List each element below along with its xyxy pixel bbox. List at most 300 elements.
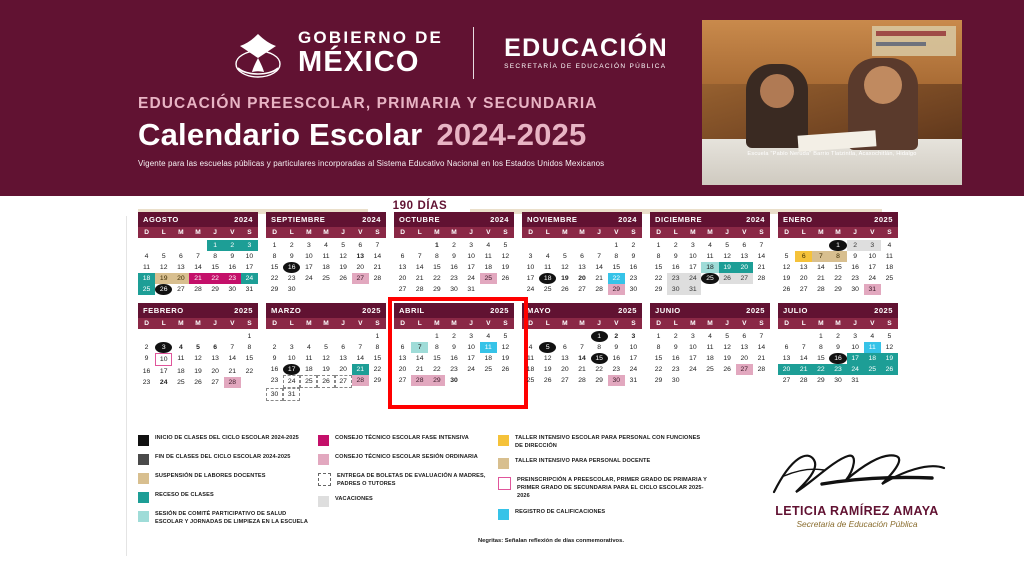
- month-card: [394, 303, 514, 401]
- day-cell: 8: [829, 251, 846, 262]
- day-cell: 16: [851, 264, 859, 271]
- day-cell: 23: [612, 366, 621, 373]
- day-cell: 12: [339, 253, 347, 260]
- day-cell: 7: [417, 253, 422, 260]
- day-cell: 3: [306, 242, 311, 249]
- day-cell: 31: [467, 286, 475, 293]
- day-cell: 22: [270, 275, 279, 282]
- day-cell: 16: [629, 264, 638, 271]
- weekday-label: L: [801, 229, 806, 236]
- month-year: 2025: [618, 306, 637, 315]
- day-cell: 26: [782, 286, 791, 293]
- day-cell: 1: [247, 333, 252, 340]
- weekday-label: V: [870, 229, 875, 236]
- day-cell: 26: [339, 275, 347, 282]
- day-cell: 3: [289, 344, 294, 351]
- day-cell: 15: [654, 355, 663, 362]
- weekday-label: D: [784, 320, 789, 327]
- legend-item: [318, 453, 488, 465]
- day-cell: 11: [177, 355, 185, 362]
- day-cell: 15: [591, 353, 608, 364]
- weekday-label: M: [323, 320, 329, 327]
- day-cell: 22: [245, 368, 254, 375]
- day-cell: 25: [706, 366, 714, 373]
- day-cell: 13: [561, 355, 569, 362]
- day-cell: 5: [503, 242, 508, 249]
- day-cell: 14: [757, 344, 766, 351]
- day-cell: 7: [358, 344, 363, 351]
- day-cell: 20: [799, 275, 808, 282]
- day-cell: 29: [608, 284, 625, 295]
- day-cell: 13: [398, 264, 407, 271]
- day-cell: 2: [452, 333, 456, 340]
- day-cell: 15: [211, 264, 219, 271]
- day-cell: 9: [614, 344, 619, 351]
- legend-item: [138, 453, 308, 465]
- day-cell: 27: [177, 286, 185, 293]
- day-cell: 13: [211, 355, 219, 362]
- month-header: [394, 303, 514, 318]
- day-cell: 23: [270, 377, 279, 384]
- legend: [138, 434, 758, 533]
- day-cell: 18: [885, 264, 894, 271]
- day-cell: 17: [526, 275, 535, 282]
- weekday-label: M: [707, 320, 713, 327]
- weekday-label: L: [417, 229, 422, 236]
- day-cell: 31: [851, 377, 859, 384]
- day-cell: 18: [305, 366, 313, 373]
- weekday-label: L: [673, 320, 678, 327]
- day-cell: 7: [597, 253, 602, 260]
- day-cell: 16: [612, 355, 621, 362]
- day-cell: 18: [484, 355, 493, 362]
- day-cell: 14: [595, 264, 603, 271]
- weekday-label: D: [272, 320, 277, 327]
- day-cell: 18: [322, 264, 330, 271]
- day-cell: 23: [667, 273, 684, 284]
- day-cell: 6: [400, 344, 405, 351]
- education-wordmark: [504, 35, 668, 71]
- day-cell: 17: [467, 355, 475, 362]
- weekday-header: [138, 227, 258, 238]
- day-cell: 17: [467, 264, 475, 271]
- month-year: 2025: [746, 306, 765, 315]
- day-cell: 8: [656, 253, 661, 260]
- signature-mark: [762, 446, 952, 502]
- weekday-label: M: [178, 229, 184, 236]
- photo-caption: Escuela "Pablo Neruda" Barrio Tlatzintla, Acaxochitlán, Hidalgo: [747, 151, 917, 157]
- day-cell: 13: [339, 355, 347, 362]
- day-cell: 26: [723, 366, 731, 373]
- weekday-label: S: [375, 229, 380, 236]
- day-cell: 24: [684, 273, 701, 284]
- day-cell: 16: [283, 262, 300, 273]
- month-name: ENERO: [783, 215, 813, 224]
- day-cell: 7: [759, 242, 764, 249]
- day-cell: 24: [283, 375, 300, 388]
- day-cell: 3: [853, 333, 858, 340]
- day-cell: 9: [452, 253, 456, 260]
- day-cell: 5: [196, 344, 200, 351]
- legend-item: [138, 510, 308, 526]
- weekday-label: S: [631, 320, 636, 327]
- day-cell: 27: [578, 286, 586, 293]
- day-cell: 3: [155, 342, 172, 353]
- day-cell: 31: [864, 284, 881, 295]
- day-cell: 13: [740, 344, 749, 351]
- legend-label: ENTREGA DE BOLETAS DE EVALUACIÓN A MADRES, PADRES O TUTORES: [337, 473, 486, 488]
- month-header: [138, 303, 258, 318]
- day-cell: 28: [415, 286, 424, 293]
- legend-item: [498, 476, 708, 500]
- month-name: SEPTIEMBRE: [271, 215, 326, 224]
- day-cell: 16: [671, 264, 680, 271]
- day-cell: 1: [656, 333, 661, 340]
- day-cell: 14: [799, 355, 808, 362]
- day-cell: 17: [868, 264, 877, 271]
- day-cell: 24: [467, 275, 475, 282]
- day-cell: 5: [324, 344, 328, 351]
- weekday-header: [394, 318, 514, 329]
- weekday-label: J: [597, 320, 601, 327]
- weekday-label: V: [358, 320, 363, 327]
- day-cell: 18: [177, 368, 185, 375]
- legend-swatch: [138, 435, 149, 446]
- weekday-label: D: [528, 320, 533, 327]
- day-cell: 6: [580, 253, 584, 260]
- month-days-grid: [650, 240, 770, 295]
- day-cell: 8: [434, 253, 439, 260]
- day-cell: 20: [339, 366, 347, 373]
- day-cell: 21: [757, 355, 766, 362]
- legend-column: [138, 434, 308, 533]
- day-cell: 26: [561, 286, 569, 293]
- month-name: NOVIEMBRE: [527, 215, 578, 224]
- day-cell: 4: [486, 333, 491, 340]
- day-cell: 25: [484, 366, 493, 373]
- day-cell: 29: [373, 377, 382, 384]
- day-cell: 27: [799, 286, 808, 293]
- school-year: 2024-2025: [436, 117, 587, 152]
- day-cell: 26: [194, 379, 202, 386]
- day-cell: 25: [701, 273, 718, 284]
- day-cell: 11: [143, 264, 151, 271]
- legend-swatch: [318, 435, 329, 446]
- weekday-label: M: [562, 320, 568, 327]
- day-cell: 12: [501, 344, 510, 351]
- day-cell: 12: [561, 264, 569, 271]
- day-cell: 17: [305, 264, 313, 271]
- day-cell: 12: [194, 355, 202, 362]
- weekday-label: M: [818, 229, 824, 236]
- day-cell: 6: [213, 344, 218, 351]
- day-cell: 28: [194, 286, 202, 293]
- weekday-header: [522, 318, 642, 329]
- legend-item: [498, 508, 708, 520]
- day-cell: 19: [543, 366, 552, 373]
- day-cell: 2: [272, 344, 277, 351]
- month-year: 2024: [490, 215, 509, 224]
- day-cell: 11: [305, 355, 313, 362]
- weekday-label: L: [417, 320, 422, 327]
- day-cell: 8: [272, 253, 277, 260]
- day-cell: 15: [834, 264, 842, 271]
- legend-label: INICIO DE CLASES DEL CICLO ESCOLAR 2024-2025: [155, 435, 299, 441]
- weekday-label: V: [614, 320, 619, 327]
- day-cell: 28: [578, 377, 586, 384]
- weekday-label: J: [341, 320, 345, 327]
- day-cell: 30: [667, 284, 684, 295]
- month-header: [522, 212, 642, 227]
- student-2-face: [864, 66, 902, 104]
- day-cell: 19: [339, 264, 347, 271]
- day-cell: 5: [887, 333, 892, 340]
- day-cell: 10: [287, 355, 296, 362]
- day-cell: 16: [270, 366, 279, 373]
- legend-label: SESIÓN DE COMITÉ PARTICIPATIVO DE SALUD ESCOLAR Y JORNADAS DE LIMPIEZA EN LA ESCUELA: [155, 511, 308, 526]
- weekday-label: M: [306, 320, 312, 327]
- day-cell: 16: [228, 264, 237, 271]
- weekday-label: M: [707, 229, 713, 236]
- weekday-label: J: [853, 320, 857, 327]
- day-cell: 6: [795, 251, 812, 262]
- legend-label: SUSPENSIÓN DE LABORES DOCENTES: [155, 473, 266, 479]
- day-cell: 18: [526, 366, 535, 373]
- day-cell: 2: [673, 333, 678, 340]
- month-card: [266, 303, 386, 401]
- day-cell: 23: [142, 379, 151, 386]
- legend-label: RECESO DE CLASES: [155, 492, 214, 498]
- weekday-label: D: [144, 320, 149, 327]
- day-cell: 13: [740, 253, 749, 260]
- day-cell: 28: [757, 275, 766, 282]
- month-card: [650, 303, 770, 401]
- day-cell: 15: [270, 264, 279, 271]
- day-cell: 30: [228, 286, 237, 293]
- month-year: 2024: [746, 215, 765, 224]
- weekday-label: D: [528, 229, 533, 236]
- day-cell: 6: [358, 242, 363, 249]
- month-days-grid: [138, 240, 258, 295]
- month-card: [778, 303, 898, 401]
- legend-item: [498, 457, 708, 469]
- day-cell: 9: [452, 344, 456, 351]
- day-cell: 17: [689, 264, 697, 271]
- day-cell: 7: [411, 342, 428, 353]
- day-cell: 24: [847, 364, 864, 375]
- day-cell: 30: [851, 286, 859, 293]
- day-cell: 29: [428, 375, 445, 386]
- weekday-label: L: [673, 229, 678, 236]
- day-cell: 15: [245, 355, 254, 362]
- day-cell: 20: [172, 273, 189, 284]
- weekday-label: M: [451, 320, 457, 327]
- day-cell: 20: [740, 355, 749, 362]
- months-grid: [138, 212, 898, 401]
- day-cell: 8: [656, 344, 661, 351]
- weekday-header: [650, 227, 770, 238]
- day-cell: 28: [352, 375, 369, 386]
- signatory-name: LETICIA RAMÍREZ AMAYA: [775, 504, 939, 518]
- weekday-label: M: [451, 229, 457, 236]
- day-cell: 27: [335, 375, 352, 388]
- gob-line-2: MÉXICO: [298, 46, 420, 78]
- day-cell: 26: [317, 375, 334, 388]
- day-cell: 19: [782, 275, 791, 282]
- day-cell: 15: [612, 264, 621, 271]
- weekday-label: M: [323, 229, 329, 236]
- day-cell: 6: [178, 253, 183, 260]
- weekday-label: V: [230, 320, 235, 327]
- weekday-label: V: [486, 320, 491, 327]
- day-cell: 4: [528, 344, 533, 351]
- day-cell: 4: [870, 333, 875, 340]
- day-cell: 18: [484, 264, 493, 271]
- weekday-label: D: [272, 229, 277, 236]
- month-year: 2024: [362, 215, 381, 224]
- day-cell: 27: [398, 377, 407, 384]
- day-cell: 30: [671, 377, 680, 384]
- day-cell: 3: [528, 253, 533, 260]
- day-cell: 21: [595, 275, 603, 282]
- month-days-grid: [394, 240, 514, 295]
- month-year: 2024: [234, 215, 253, 224]
- day-cell: 8: [818, 344, 823, 351]
- day-cell: 22: [654, 275, 663, 282]
- legend-label: REGISTRO DE CALIFICACIONES: [515, 508, 606, 515]
- day-cell: 15: [817, 355, 825, 362]
- day-cell: 9: [144, 355, 149, 362]
- day-cell: 11: [484, 253, 492, 260]
- day-cell: 13: [398, 355, 407, 362]
- day-cell: 1: [656, 242, 661, 249]
- day-cell: 3: [690, 333, 695, 340]
- day-cell: 21: [352, 364, 369, 375]
- day-cell: 28: [411, 375, 428, 386]
- day-cell: 11: [706, 253, 714, 260]
- day-cell: 2: [144, 344, 149, 351]
- day-cell: 25: [526, 377, 535, 384]
- day-cell: 6: [562, 344, 567, 351]
- eagle-icon: [232, 24, 284, 82]
- day-cell: 12: [322, 355, 330, 362]
- day-cell: 26: [881, 364, 898, 375]
- day-cell: 20: [211, 368, 219, 375]
- day-cell: 2: [836, 333, 840, 340]
- day-cell: 7: [759, 333, 764, 340]
- day-cell: 20: [578, 275, 586, 282]
- day-cell: 16: [142, 368, 151, 375]
- month-year: 2025: [874, 306, 893, 315]
- legend-label: TALLER INTENSIVO PARA PERSONAL DOCENTE: [515, 458, 651, 465]
- legend-item: [138, 434, 308, 446]
- day-cell: 21: [415, 366, 424, 373]
- month-name: MAYO: [527, 306, 552, 315]
- day-cell: 19: [194, 368, 202, 375]
- day-cell: 31: [283, 388, 300, 401]
- weekday-label: J: [341, 229, 345, 236]
- day-cell: 6: [742, 333, 747, 340]
- day-cell: 19: [155, 273, 172, 284]
- day-cell: 21: [795, 364, 812, 375]
- legend-label: VACACIONES: [335, 496, 373, 503]
- month-name: MARZO: [271, 306, 302, 315]
- month-name: ABRIL: [399, 306, 425, 315]
- poster-bar-2: [876, 42, 926, 46]
- day-cell: 22: [595, 366, 603, 373]
- day-cell: 9: [272, 355, 277, 362]
- weekday-label: J: [213, 320, 217, 327]
- day-cell: 20: [398, 366, 407, 373]
- day-cell: 7: [580, 344, 584, 351]
- day-cell: 28: [817, 286, 825, 293]
- day-cell: 12: [543, 355, 552, 362]
- day-cell: 16: [450, 264, 458, 271]
- weekday-label: S: [887, 320, 892, 327]
- day-cell: 10: [467, 253, 475, 260]
- weekday-header: [778, 318, 898, 329]
- day-cell: 20: [561, 366, 569, 373]
- edu-line-2: SECRETARÍA DE EDUCACIÓN PÚBLICA: [504, 63, 667, 71]
- day-cell: 27: [398, 286, 407, 293]
- day-cell: 29: [270, 286, 279, 293]
- month-year: 2025: [874, 215, 893, 224]
- day-cell: 24: [305, 275, 313, 282]
- month-days-grid: [394, 331, 514, 386]
- day-cell: 12: [782, 264, 791, 271]
- day-cell: 5: [161, 253, 166, 260]
- day-cell: 23: [851, 275, 859, 282]
- photo-poster: [872, 26, 956, 56]
- edu-line-1: EDUCACIÓN: [504, 33, 669, 62]
- day-cell: 31: [684, 284, 701, 295]
- day-cell: 21: [757, 264, 766, 271]
- weekday-label: S: [503, 229, 508, 236]
- legend-swatch: [318, 454, 329, 465]
- day-cell: 17: [689, 355, 697, 362]
- day-cell: 8: [247, 344, 252, 351]
- weekday-label: V: [358, 229, 363, 236]
- month-days-grid: [778, 240, 898, 295]
- month-card: [778, 212, 898, 295]
- weekday-label: S: [887, 229, 892, 236]
- month-days-grid: [650, 331, 770, 386]
- day-cell: 16: [450, 355, 458, 362]
- day-cell: 7: [801, 344, 806, 351]
- weekday-label: L: [289, 320, 294, 327]
- day-cell: 1: [591, 331, 608, 342]
- day-cell: 10: [305, 253, 313, 260]
- day-cell: 22: [608, 273, 625, 284]
- day-cell: 29: [595, 377, 603, 384]
- legend-label: CONSEJO TÉCNICO ESCOLAR FASE INTENSIVA: [335, 435, 469, 441]
- legend-swatch: [138, 473, 149, 484]
- legend-item: [318, 434, 488, 446]
- legend-label: FIN DE CLASES DEL CICLO ESCOLAR 2024-2025: [155, 454, 291, 460]
- day-cell: 20: [736, 262, 753, 273]
- day-cell: 4: [306, 344, 311, 351]
- day-cell: 23: [829, 364, 846, 375]
- weekday-label: S: [247, 229, 252, 236]
- weekday-header: [522, 227, 642, 238]
- day-cell: 27: [736, 364, 753, 375]
- month-days-grid: [266, 240, 386, 295]
- day-cell: 28: [757, 366, 766, 373]
- weekday-label: M: [434, 320, 440, 327]
- month-card: [138, 303, 258, 401]
- day-cell: 9: [230, 253, 235, 260]
- legend-swatch: [138, 454, 149, 465]
